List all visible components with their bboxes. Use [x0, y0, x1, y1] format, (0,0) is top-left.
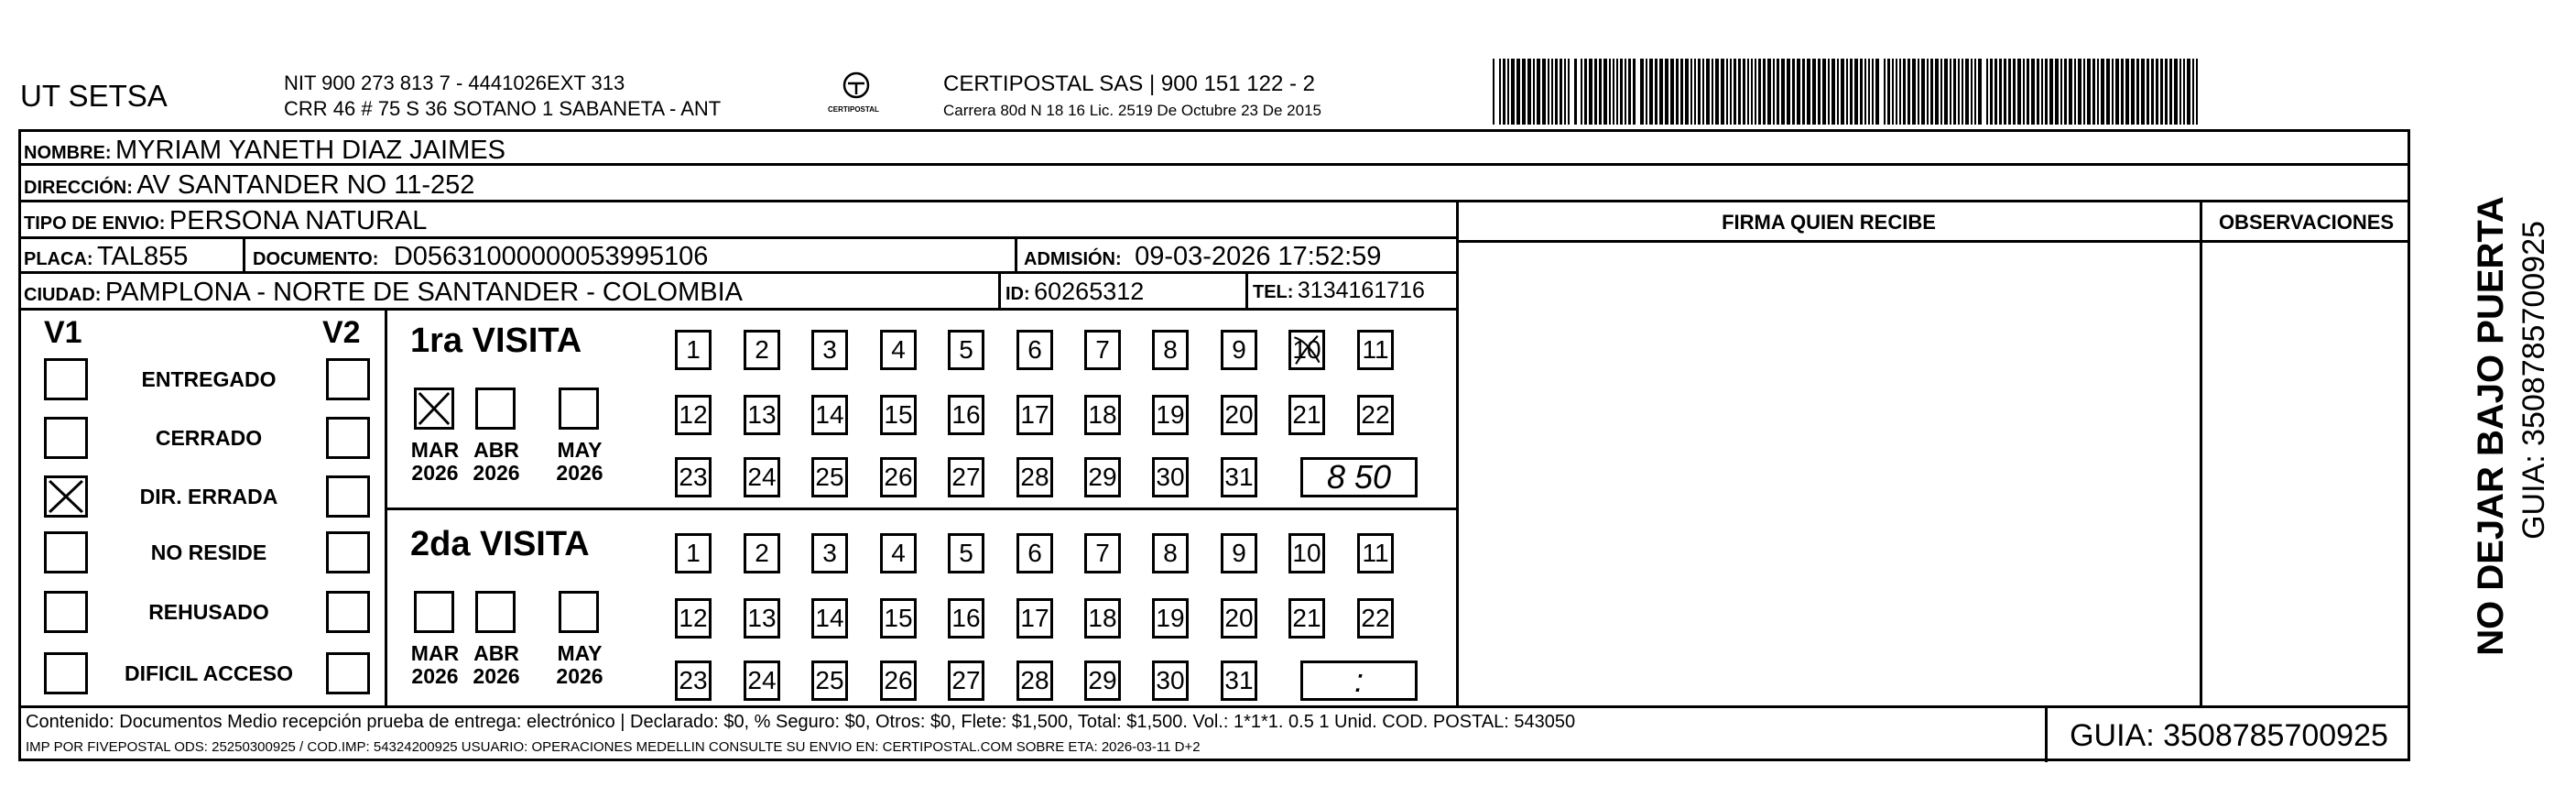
day-box[interactable]	[948, 330, 984, 370]
day-box[interactable]	[880, 330, 917, 370]
day-box[interactable]	[1152, 598, 1189, 639]
day-number: 12	[679, 400, 708, 429]
v1-checkbox[interactable]	[44, 531, 88, 573]
tel-value: 3134161716	[1297, 278, 1425, 303]
visit-title: 2da VISITA	[410, 525, 590, 563]
day-number: 16	[951, 604, 981, 632]
v2-label: V2	[322, 315, 361, 350]
visit-time-value: 8 50	[1326, 458, 1392, 496]
direccion-row	[24, 172, 474, 199]
footer-contenido: Contenido: Documentos Medio recepción prueba de entrega: electrónico | Declarado: $0, % Seguro: $0, Otros: $0, Flete: $1,500, Total: $1,500. Vol.: 1*1*1. 0.5 1 Unid. COD. POSTAL: 543050	[26, 712, 1576, 732]
signature-area[interactable]	[1460, 243, 2198, 704]
day-box[interactable]	[1288, 330, 1325, 370]
status-label: DIFICIL ACCESO	[124, 661, 293, 685]
day-box[interactable]	[948, 457, 984, 497]
day-number: 21	[1292, 604, 1321, 632]
admision-label: ADMISIÓN:	[1024, 249, 1122, 269]
logo-caption: CERTIPOSTAL	[828, 105, 879, 114]
company-address: CRR 46 # 75 S 36 SOTANO 1 SABANETA - ANT	[284, 97, 722, 120]
day-box[interactable]	[1152, 457, 1189, 497]
day-box[interactable]	[948, 533, 984, 573]
day-number: 14	[815, 604, 844, 632]
status-label: REHUSADO	[148, 600, 269, 624]
day-number: 29	[1088, 666, 1117, 694]
month-label: ABR 2026	[473, 438, 520, 486]
courier-name: CERTIPOSTAL SAS | 900 151 122 - 2	[943, 71, 1315, 96]
day-number: 22	[1361, 604, 1390, 632]
month-checkbox[interactable]	[414, 388, 454, 430]
day-number: 2	[755, 539, 769, 567]
v1-checkbox[interactable]	[44, 475, 88, 518]
day-number: 31	[1224, 666, 1254, 694]
ciudad-field	[24, 279, 743, 306]
day-number: 6	[1027, 335, 1042, 364]
day-box[interactable]	[811, 330, 848, 370]
day-box[interactable]	[1016, 598, 1053, 639]
v2-checkbox[interactable]	[326, 531, 370, 573]
v1-checkbox[interactable]	[44, 652, 88, 694]
tel-label: TEL:	[1253, 282, 1294, 302]
v1-checkbox[interactable]	[44, 417, 88, 459]
footer-imp: IMP POR FIVEPOSTAL ODS: 25250300925 / COD.IMP: 54324200925 USUARIO: OPERACIONES MEDELLIN CONSULTE SU ENVIO EN: CERTIPOSTAL.COM SOBRE ETA: 2026-03-11 D+2	[26, 739, 1201, 755]
visit-time-value: :	[1353, 661, 1364, 699]
day-box[interactable]	[1357, 395, 1394, 435]
day-number: 10	[1292, 539, 1321, 567]
direccion-label: DIRECCIÓN:	[24, 178, 133, 198]
day-number: 23	[679, 463, 708, 491]
day-number: 28	[1020, 666, 1049, 694]
day-number: 25	[815, 463, 844, 491]
day-number: 17	[1020, 400, 1049, 429]
day-number: 20	[1224, 604, 1254, 632]
day-number: 3	[822, 335, 837, 364]
id-field	[1005, 279, 1144, 304]
day-number: 2	[755, 335, 769, 364]
day-number: 13	[747, 604, 777, 632]
day-box[interactable]	[675, 598, 712, 639]
day-number: 12	[679, 604, 708, 632]
day-number: 11	[1362, 539, 1389, 567]
day-number: 30	[1156, 666, 1185, 694]
strike-mark-icon	[1291, 333, 1322, 367]
day-box[interactable]	[675, 330, 712, 370]
v1-checkbox[interactable]	[44, 358, 88, 400]
day-number: 8	[1163, 539, 1178, 567]
placa-field	[24, 244, 188, 270]
day-box[interactable]	[1016, 457, 1053, 497]
day-box[interactable]	[744, 661, 780, 701]
nit-line: NIT 900 273 813 7 - 4441026EXT 313	[284, 71, 625, 94]
day-number: 1	[686, 335, 701, 364]
v1-label: V1	[44, 315, 82, 350]
day-box[interactable]	[744, 457, 780, 497]
v2-checkbox[interactable]	[326, 652, 370, 694]
day-box[interactable]	[744, 395, 780, 435]
v2-checkbox[interactable]	[326, 417, 370, 459]
visit-time-box[interactable]	[1300, 661, 1418, 701]
day-box[interactable]	[811, 533, 848, 573]
day-number: 14	[815, 400, 844, 429]
day-box[interactable]	[1084, 395, 1121, 435]
v2-checkbox[interactable]	[326, 358, 370, 400]
day-box[interactable]	[1152, 395, 1189, 435]
day-box[interactable]	[675, 457, 712, 497]
day-number: 9	[1232, 335, 1246, 364]
day-box[interactable]	[1084, 457, 1121, 497]
id-label: ID:	[1005, 284, 1030, 304]
day-box[interactable]	[811, 598, 848, 639]
day-number: 24	[747, 666, 777, 694]
placa-value: TAL855	[97, 242, 189, 271]
nombre-row	[24, 137, 505, 164]
day-box[interactable]	[880, 457, 917, 497]
day-box[interactable]	[744, 598, 780, 639]
ciudad-value: PAMPLONA - NORTE DE SANTANDER - COLOMBIA	[104, 278, 744, 307]
day-number: 17	[1020, 604, 1049, 632]
day-box[interactable]	[744, 330, 780, 370]
status-label: CERRADO	[155, 426, 263, 450]
side-guia: GUIA: 3508785700925	[2516, 221, 2551, 540]
day-number: 28	[1020, 463, 1049, 491]
month-label: MAY 2026	[556, 641, 603, 689]
day-number: 8	[1163, 335, 1178, 364]
day-box[interactable]	[1016, 533, 1053, 573]
day-box[interactable]	[1288, 395, 1325, 435]
day-number: 18	[1088, 604, 1117, 632]
tel-field	[1253, 279, 1425, 302]
day-number: 27	[951, 463, 981, 491]
day-number: 27	[951, 666, 981, 694]
day-box[interactable]	[1016, 395, 1053, 435]
day-box[interactable]	[1221, 457, 1257, 497]
month-checkbox[interactable]	[475, 591, 516, 633]
day-box[interactable]	[880, 661, 917, 701]
side-warning: NO DEJAR BAJO PUERTA	[2471, 196, 2511, 656]
footer-guia: GUIA: 3508785700925	[2070, 718, 2388, 753]
day-number: 10	[1292, 335, 1321, 364]
visit-title: 1ra VISITA	[410, 322, 582, 360]
company-name: UT SETSA	[20, 79, 168, 113]
day-number: 4	[891, 539, 906, 567]
day-box[interactable]	[675, 661, 712, 701]
day-number: 15	[884, 604, 913, 632]
day-number: 23	[679, 666, 708, 694]
status-label: DIR. ERRADA	[139, 485, 278, 508]
nombre-value: MYRIAM YANETH DIAZ JAIMES	[115, 136, 505, 165]
day-box[interactable]	[1152, 533, 1189, 573]
status-label: ENTREGADO	[141, 367, 277, 391]
id-value: 60265312	[1034, 278, 1145, 305]
day-box[interactable]	[1288, 598, 1325, 639]
day-number: 18	[1088, 400, 1117, 429]
status-label: NO RESIDE	[150, 540, 267, 564]
tipo-label: TIPO DE ENVIO:	[24, 213, 166, 234]
day-box[interactable]	[1016, 330, 1053, 370]
day-number: 21	[1292, 400, 1321, 429]
documento-field	[253, 244, 708, 270]
x-mark-icon	[47, 478, 85, 515]
day-box[interactable]	[1084, 533, 1121, 573]
month-label: MAR 2026	[410, 438, 460, 486]
day-box[interactable]	[1221, 661, 1257, 701]
day-number: 5	[959, 539, 973, 567]
day-number: 24	[747, 463, 777, 491]
tipo-row	[24, 208, 427, 235]
day-box[interactable]	[675, 395, 712, 435]
day-box[interactable]	[1357, 533, 1394, 573]
day-box[interactable]	[880, 533, 917, 573]
day-box[interactable]	[948, 395, 984, 435]
day-number: 29	[1088, 463, 1117, 491]
firma-header: FIRMA QUIEN RECIBE	[1722, 211, 1936, 234]
day-box[interactable]	[1357, 330, 1394, 370]
documento-label: DOCUMENTO:	[253, 249, 379, 269]
day-number: 5	[959, 335, 973, 364]
day-box[interactable]	[1221, 533, 1257, 573]
day-number: 19	[1156, 604, 1185, 632]
day-box[interactable]	[811, 395, 848, 435]
day-box[interactable]	[811, 661, 848, 701]
observaciones-area[interactable]	[2203, 243, 2408, 704]
day-number: 22	[1361, 400, 1390, 429]
day-box[interactable]	[811, 457, 848, 497]
day-number: 13	[747, 400, 777, 429]
barcode-icon	[1493, 59, 2205, 125]
month-checkbox[interactable]	[559, 388, 599, 430]
day-box[interactable]	[1221, 598, 1257, 639]
day-number: 25	[815, 666, 844, 694]
day-box[interactable]	[744, 533, 780, 573]
month-checkbox[interactable]	[559, 591, 599, 633]
day-number: 3	[822, 539, 837, 567]
day-box[interactable]	[948, 661, 984, 701]
day-number: 26	[884, 666, 913, 694]
courier-address: Carrera 80d N 18 16 Lic. 2519 De Octubre 23 De 2015	[943, 102, 1321, 119]
day-box[interactable]	[1016, 661, 1053, 701]
day-number: 11	[1362, 335, 1389, 364]
admision-field	[1024, 244, 1381, 270]
day-number: 7	[1095, 539, 1110, 567]
day-box[interactable]	[1288, 533, 1325, 573]
direccion-value: AV SANTANDER NO 11-252	[136, 170, 475, 200]
month-label: ABR 2026	[473, 641, 520, 689]
month-label: MAR 2026	[410, 641, 460, 689]
documento-value: D05631000000053995106	[393, 242, 709, 271]
x-mark-icon	[417, 390, 451, 427]
day-box[interactable]	[948, 598, 984, 639]
day-box[interactable]	[1221, 330, 1257, 370]
nombre-label: NOMBRE:	[24, 143, 112, 163]
v2-checkbox[interactable]	[326, 475, 370, 518]
day-box[interactable]	[1084, 661, 1121, 701]
day-box[interactable]	[1084, 598, 1121, 639]
day-number: 4	[891, 335, 906, 364]
v1-checkbox[interactable]	[44, 591, 88, 633]
day-number: 7	[1095, 335, 1110, 364]
day-number: 6	[1027, 539, 1042, 567]
day-number: 9	[1232, 539, 1246, 567]
admision-value: 09-03-2026 17:52:59	[1135, 242, 1382, 271]
month-checkbox[interactable]	[475, 388, 516, 430]
day-box[interactable]	[880, 395, 917, 435]
day-number: 20	[1224, 400, 1254, 429]
v2-checkbox[interactable]	[326, 591, 370, 633]
day-box[interactable]	[1221, 395, 1257, 435]
observaciones-header: OBSERVACIONES	[2218, 211, 2395, 234]
day-box[interactable]	[880, 598, 917, 639]
day-box[interactable]	[1152, 330, 1189, 370]
visit-time-box[interactable]	[1300, 457, 1418, 497]
day-number: 30	[1156, 463, 1185, 491]
day-number: 16	[951, 400, 981, 429]
day-number: 31	[1224, 463, 1254, 491]
month-checkbox[interactable]	[414, 591, 454, 633]
day-box[interactable]	[1152, 661, 1189, 701]
day-number: 1	[686, 539, 701, 567]
placa-label: PLACA:	[24, 249, 93, 269]
day-box[interactable]	[1084, 330, 1121, 370]
day-box[interactable]	[1357, 598, 1394, 639]
day-number: 19	[1156, 400, 1185, 429]
ciudad-label: CIUDAD:	[24, 285, 102, 305]
tipo-value: PERSONA NATURAL	[168, 206, 428, 235]
day-number: 15	[884, 400, 913, 429]
month-label: MAY 2026	[556, 438, 603, 486]
day-box[interactable]	[675, 533, 712, 573]
day-number: 26	[884, 463, 913, 491]
